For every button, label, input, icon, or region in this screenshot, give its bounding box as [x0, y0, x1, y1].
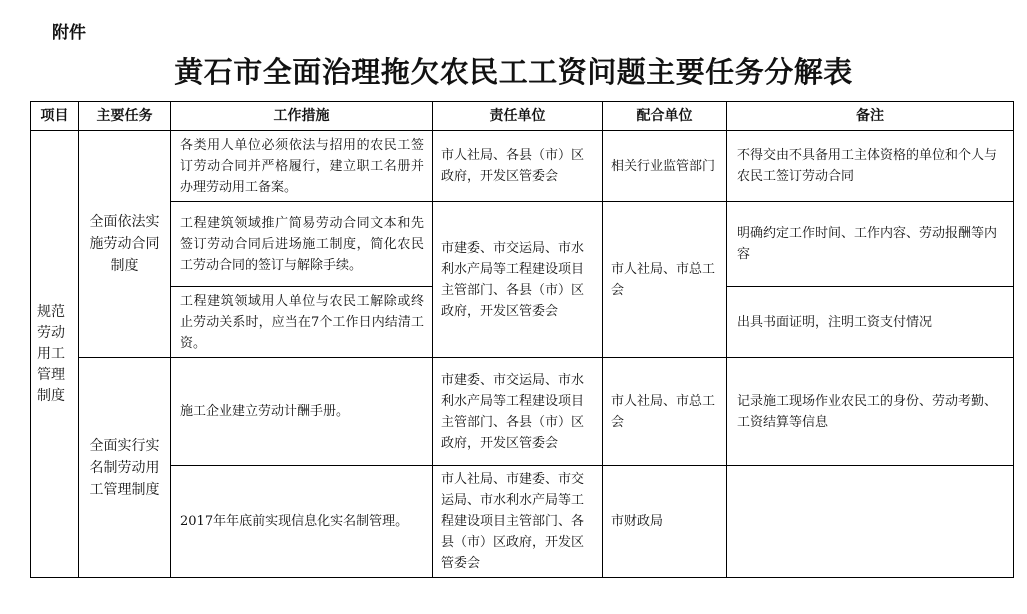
measure-cell: 工程建筑领域推广简易劳动合同文本和先签订劳动合同后进场施工制度，简化农民工劳动合同的签订与解除手续。 [171, 202, 433, 287]
cooperating-cell: 市财政局 [603, 466, 727, 578]
remarks-cell: 不得交由不具备用工主体资格的单位和个人与农民工签订劳动合同 [727, 131, 1014, 202]
table-header-row [31, 102, 1014, 131]
measure-cell: 2017年年底前实现信息化实名制管理。 [171, 466, 433, 578]
table-row [31, 131, 1014, 202]
section-item-cell: 规范劳动用工管理制度 [31, 131, 79, 578]
document-title: 黄石市全面治理拖欠农民工工资问题主要任务分解表 [174, 55, 853, 89]
header-responsible: 责任单位 [433, 102, 603, 131]
header-cooperating: 配合单位 [603, 102, 727, 131]
attachment-label: 附件 [52, 23, 86, 43]
remarks-cell: 记录施工现场作业农民工的身份、劳动考勤、工资结算等信息 [727, 358, 1014, 466]
responsible-cell: 市人社局、市建委、市交运局、市水利水产局等工程建设项目主管部门、各县（市）区政府，开发区管委会 [433, 466, 603, 578]
header-remarks: 备注 [727, 102, 1014, 131]
remarks-cell: 出具书面证明，注明工资支付情况 [727, 287, 1014, 358]
remarks-cell [727, 466, 1014, 578]
measure-cell: 各类用人单位必须依法与招用的农民工签订劳动合同并严格履行，建立职工名册并办理劳动用工备案。 [171, 131, 433, 202]
table-row [31, 466, 1014, 578]
cooperating-cell: 市人社局、市总工会 [603, 358, 727, 466]
measure-cell: 工程建筑领域用人单位与农民工解除或终止劳动关系时，应当在7个工作日内结清工资。 [171, 287, 433, 358]
responsible-cell: 市建委、市交运局、市水利水产局等工程建设项目主管部门、各县（市）区政府，开发区管委会 [433, 202, 603, 358]
header-main-task: 主要任务 [79, 102, 171, 131]
task-breakdown-table [30, 101, 1014, 578]
measure-cell: 施工企业建立劳动计酬手册。 [171, 358, 433, 466]
header-measure: 工作措施 [171, 102, 433, 131]
cooperating-cell: 相关行业监管部门 [603, 131, 727, 202]
main-task-cell: 全面实行实名制劳动用工管理制度 [79, 358, 171, 578]
table-row [31, 358, 1014, 466]
remarks-cell: 明确约定工作时间、工作内容、劳动报酬等内容 [727, 202, 1014, 287]
responsible-cell: 市建委、市交运局、市水利水产局等工程建设项目主管部门、各县（市）区政府，开发区管委会 [433, 358, 603, 466]
main-task-cell: 全面依法实施劳动合同制度 [79, 131, 171, 358]
table-row [31, 202, 1014, 287]
responsible-cell: 市人社局、各县（市）区政府，开发区管委会 [433, 131, 603, 202]
header-item: 项目 [31, 102, 79, 131]
cooperating-cell: 市人社局、市总工会 [603, 202, 727, 358]
